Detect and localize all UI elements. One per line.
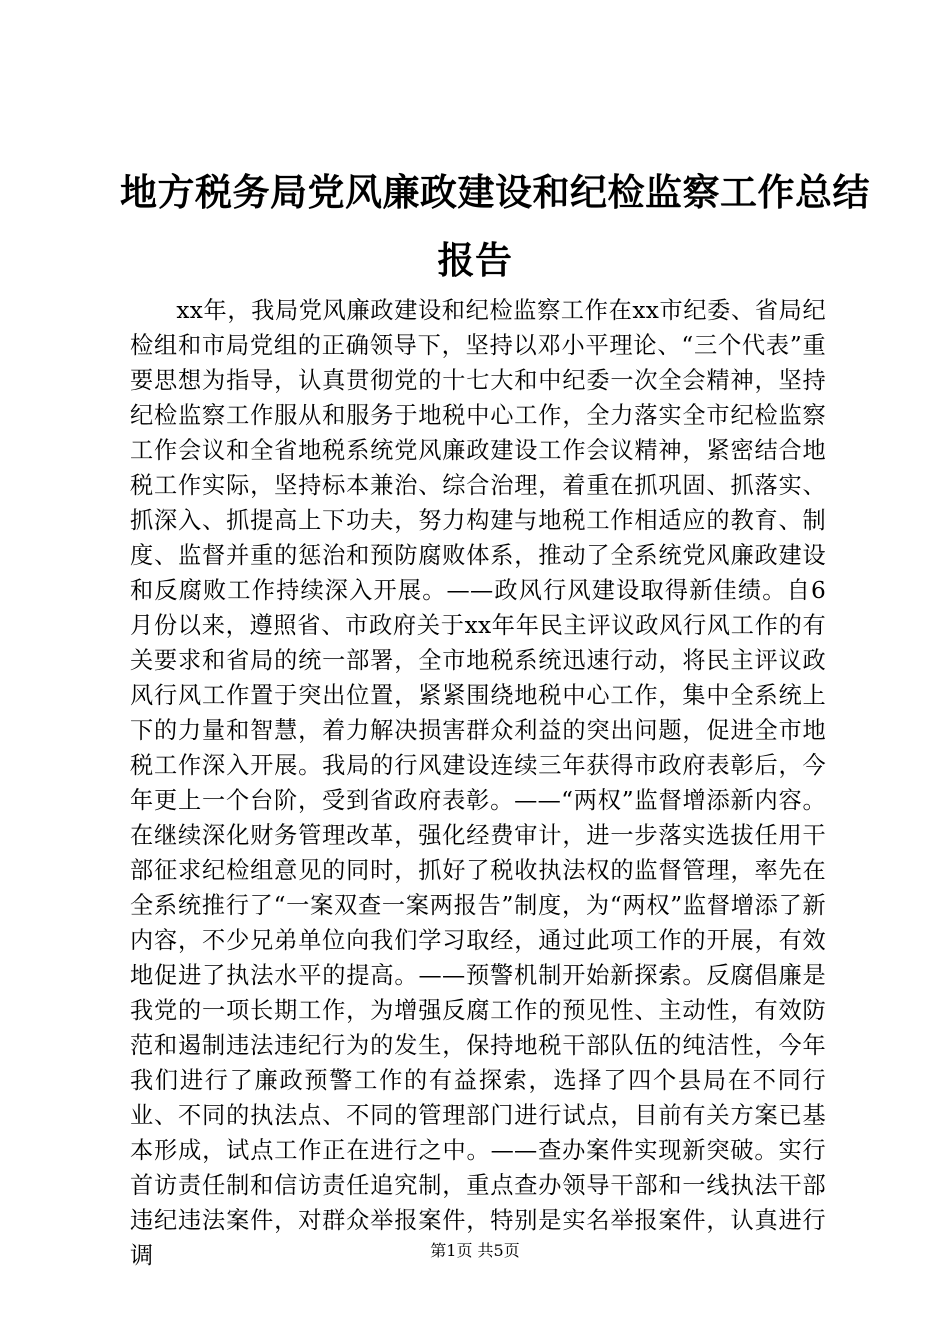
page-number: 第1页 共5页: [430, 1241, 520, 1260]
title-line-1: 地方税务局党风廉政建设和纪检监察工作总结: [120, 170, 870, 214]
body-paragraph: xx年，我局党风廉政建设和纪检监察工作在xx市纪委、省局纪检组和市局党组的正确领导下，坚持以邓小平理论、“三个代表”重要思想为指导，认真贯彻党的十七大和中纪委一次全会精神，坚持纪检监察工作服从和服务于地税中心工作，全力落实全市纪检监察工作会议和全省地税系统党风廉政建设工作会议精神，紧密结合地税工作实际，坚持标本兼治、综合治理，着重在抓巩固、抓落实、抓深入、抓提高上下功夫，努力构建与地税工作相适应的教育、制度、监督并重的惩治和预防腐败体系，推动了全系统党风廉政建设和反腐败工作持续深入开展。——政风行风建设取得新佳绩。自6月份以来，遵照省、市政府关于xx年年民主评议政风行风工作的有关要求和省局的统一部署，全市地税系统迅速行动，将民主评议政风行风工作置于突出位置，紧紧围绕地税中心工作，集中全系统上下的力量和智慧，着力解决损害群众利益的突出问题，促进全市地税工作深入开展。我局的行风建设连续三年获得市政府表彰后，今年更上一个台阶，受到省政府表彰。——“两权”监督增添新内容。在继续深化财务管理改革，强化经费审计，进一步落实选拔任用干部征求纪检组意见的同时，抓好了税收执法权的监督管理，率先在全系统推行了“一案双查一案两报告”制度，为“两权”监督增添了新内容，不少兄弟单位向我们学习取经，通过此项工作的开展，有效地促进了执法水平的提高。——预警机制开始新探索。反腐倡廉是我党的一项长期工作，为增强反腐工作的预见性、主动性，有效防范和遏制违法违纪行为的发生，保持地税干部队伍的纯洁性，今年我们进行了廉政预警工作的有益探索，选择了四个县局在不同行业、不同的执法点、不同的管理部门进行试点，目前有关方案已基本形成，试点工作正在进行之中。——查办案件实现新突破。实行首访责任制和信访责任追究制，重点查办领导干部和一线执法干部违纪违法案件，对群众举报案件，特别是实名举报案件，认真进行调: [130, 297, 826, 1269]
document-title: [120, 158, 870, 294]
title-line-2: 报告: [437, 238, 513, 282]
